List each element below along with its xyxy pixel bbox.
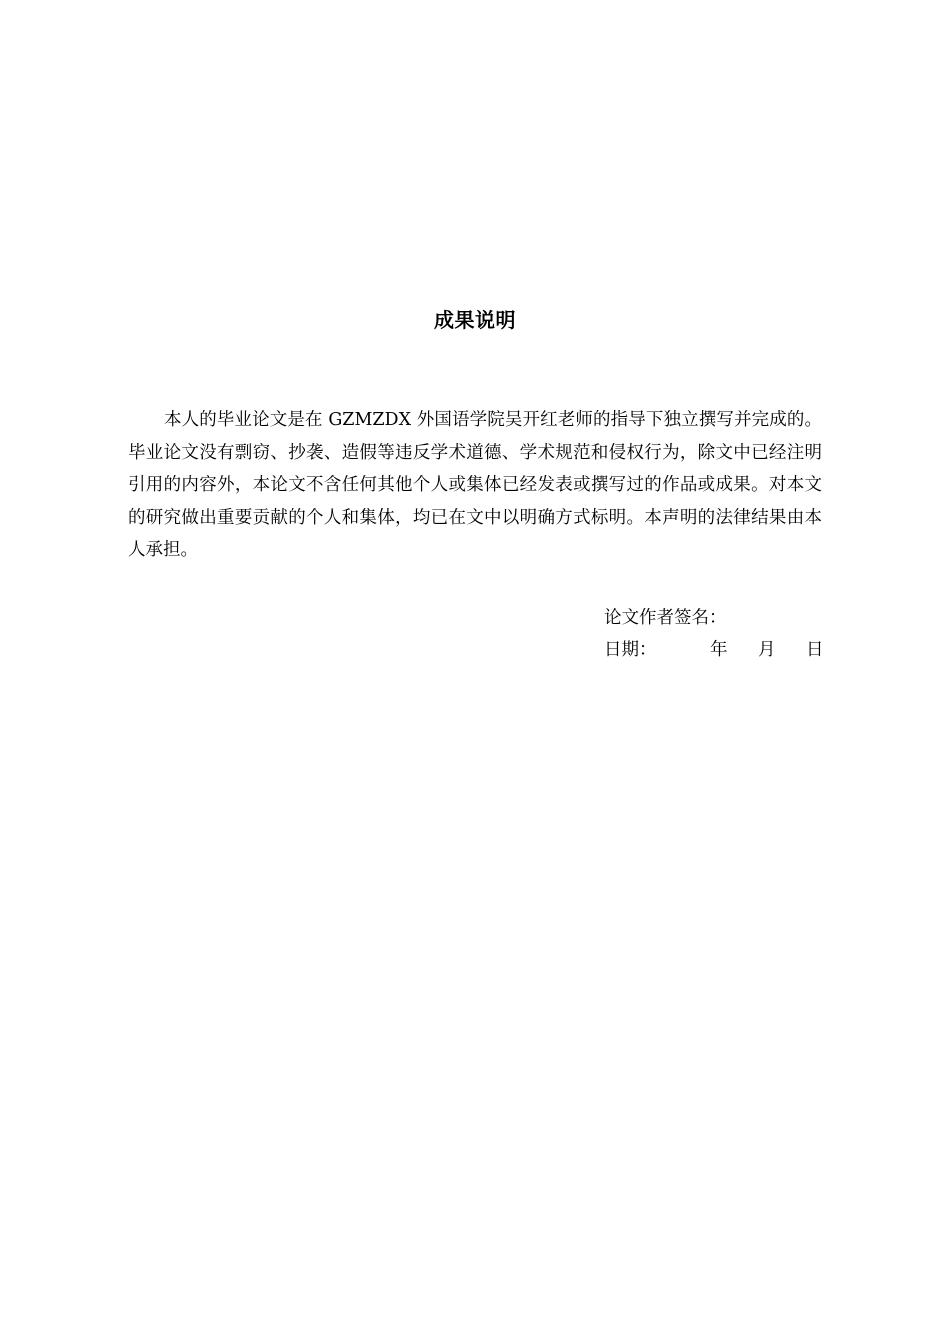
- page-title: 成果说明: [434, 308, 516, 332]
- date-line: [604, 634, 824, 666]
- signature-block: [604, 602, 824, 666]
- date-label: 日期：: [604, 640, 657, 660]
- author-signature-label: 论文作者签名：: [604, 608, 727, 628]
- month-label: 月: [758, 640, 776, 660]
- year-label: 年: [710, 640, 728, 660]
- declaration-paragraph: 本人的毕业论文是在 GZMZDX 外国语学院吴开红老师的指导下独立撰写并完成的。毕业论文没有剽窃、抄袭、造假等违反学术道德、学术规范和侵权行为，除文中已经注明引用的内容外，本论文不含任何其他个人或集体已经发表或撰写过的作品或成果。对本文的研究做出重要贡献的个人和集体，均已在文中以明确方式标明。本声明的法律结果由本人承担。: [128, 410, 822, 560]
- day-label: 日: [806, 640, 824, 660]
